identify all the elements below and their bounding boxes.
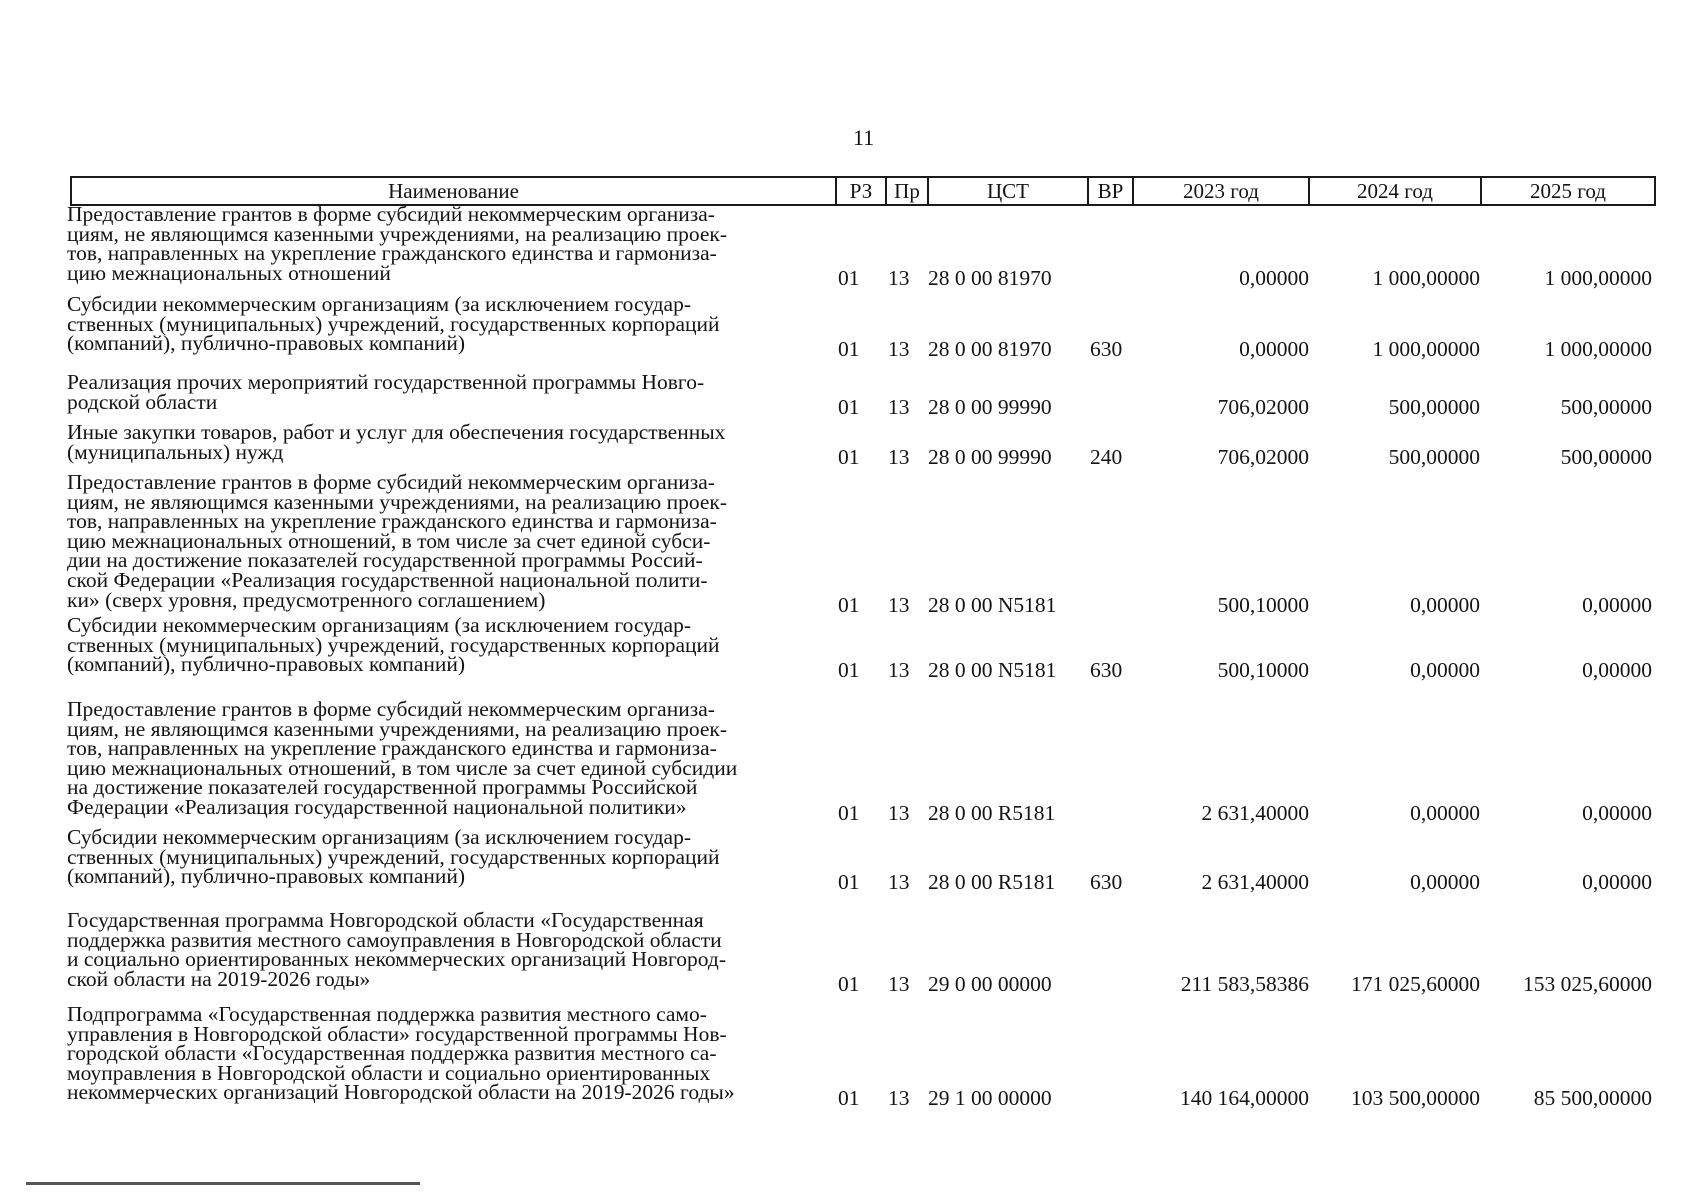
row-name: Реализация прочих мероприятий государственной программы Новго- родской области [67, 370, 705, 414]
header-2024: 2024 год [1310, 178, 1482, 204]
row-2025: 0,00000 [1582, 657, 1652, 682]
row-2023: 2 631,40000 [1201, 800, 1309, 825]
row-2023: 2 631,40000 [1201, 869, 1309, 894]
row-2024: 1 000,00000 [1372, 266, 1480, 291]
row-name: Субсидии некоммерческим организациям (за исключением государ- ственных (муниципальных) учреждений, государственных корпораций (компаний), публично-правовых компаний) [67, 613, 720, 677]
table-row [0, 202, 1695, 291]
row-pr: 13 [888, 657, 910, 682]
row-cst: 28 0 00 N5181 [928, 657, 1057, 682]
row-2025: 500,00000 [1560, 395, 1652, 420]
row-2024: 0,00000 [1410, 800, 1480, 825]
table-row [0, 1002, 1695, 1110]
row-2024: 500,00000 [1388, 395, 1480, 420]
row-cst: 28 0 00 99990 [928, 395, 1052, 420]
row-cst: 29 1 00 00000 [928, 1086, 1052, 1110]
row-vr: 630 [1090, 869, 1123, 894]
row-cst: 28 0 00 R5181 [928, 869, 1056, 894]
row-cst: 28 0 00 81970 [928, 336, 1052, 361]
row-rz: 01 [838, 266, 860, 291]
header-2025: 2025 год [1530, 179, 1606, 203]
table-row [0, 470, 1695, 618]
row-2024: 0,00000 [1410, 593, 1480, 618]
row-2025: 85 500,00000 [1533, 1086, 1652, 1110]
header-name: Наименование [72, 178, 837, 204]
row-name: Предоставление грантов в форме субсидий некоммерческим организа- циям, не являющимся казенными учреждениями, на реализацию проек- тов, направленных на укрепление гражданского единства и гармониза- цию межнациональных отношений, в том числе за счет единой субси- дии на достижение показателей государственной программы Россий- ской Федерации «Реализация государственной национальной полити- ки» (сверх уровня, предусмотренного соглашением) [67, 470, 728, 612]
row-2025: 500,00000 [1560, 445, 1652, 470]
row-cst: 28 0 00 N5181 [928, 593, 1057, 618]
row-2023: 500,10000 [1217, 657, 1309, 682]
row-vr: 630 [1090, 336, 1123, 361]
row-2024: 0,00000 [1410, 657, 1480, 682]
row-cst: 28 0 00 99990 [928, 445, 1052, 470]
row-2025: 153 025,60000 [1523, 972, 1652, 997]
row-name: Предоставление грантов в форме субсидий некоммерческим организа- циям, не являющимся казенными учреждениями, на реализацию проек- тов, направленных на укрепление гражданского единства и гармониза- цию межнациональных отношений [67, 202, 728, 285]
row-2023: 211 583,58386 [1180, 972, 1309, 997]
table-row [0, 613, 1695, 682]
row-pr: 13 [888, 972, 910, 997]
row-pr: 13 [888, 336, 910, 361]
row-name: Субсидии некоммерческим организациям (за исключением государ- ственных (муниципальных) учреждений, государственных корпораций (компаний), публично-правовых компаний) [67, 292, 720, 356]
row-vr: 240 [1090, 445, 1123, 470]
table-row [0, 908, 1695, 997]
row-pr: 13 [888, 445, 910, 470]
row-rz: 01 [838, 395, 860, 420]
row-2025: 0,00000 [1582, 593, 1652, 618]
row-2024: 500,00000 [1388, 445, 1480, 470]
row-2025: 0,00000 [1582, 800, 1652, 825]
table-row [0, 420, 1695, 470]
row-name: Подпрограмма «Государственная поддержка развития местного само- управления в Новгородской области» государственной программы Нов- городской области «Государственная поддержка развития местного са- моуправления в Новгородской области и социально ориентированных некоммерческих организаций Новгородской области на 2019-2026 годы» [67, 1002, 735, 1105]
row-cst: 28 0 00 R5181 [928, 800, 1056, 825]
table-row [0, 825, 1695, 894]
row-name: Субсидии некоммерческим организациям (за исключением государ- ственных (муниципальных) учреждений, государственных корпораций (компаний), публично-правовых компаний) [67, 825, 720, 889]
table-row [0, 697, 1695, 825]
row-2023: 140 164,00000 [1180, 1086, 1309, 1110]
row-pr: 13 [888, 593, 910, 618]
row-name: Иные закупки товаров, работ и услуг для обеспечения государственных (муниципальных) нужд [67, 420, 726, 464]
row-pr: 13 [888, 1086, 910, 1110]
row-rz: 01 [838, 869, 860, 894]
table-row [0, 292, 1695, 361]
row-2025: 1 000,00000 [1544, 266, 1652, 291]
row-2025: 1 000,00000 [1544, 336, 1652, 361]
row-name: Государственная программа Новгородской области «Государственная поддержка развития местного самоуправления в Новгородской области и социально ориентированных некоммерческих организаций Новгород- ской области на 2019-2026 годы» [67, 908, 726, 991]
header-cst: ЦСТ [929, 178, 1089, 204]
row-2023: 0,00000 [1239, 336, 1309, 361]
row-rz: 01 [838, 800, 860, 825]
row-2023: 0,00000 [1239, 266, 1309, 291]
header-vr: ВР [1089, 178, 1134, 204]
row-2023: 500,10000 [1217, 593, 1309, 618]
row-pr: 13 [888, 395, 910, 420]
header-2023: 2023 год [1134, 178, 1310, 204]
row-2024: 1 000,00000 [1372, 336, 1480, 361]
row-name: Предоставление грантов в форме субсидий некоммерческим организа- циям, не являющимся казенными учреждениями, на реализацию проек- тов, направленных на укрепление гражданского единства и гармониза- цию межнациональных отношений, в том числе за счет единой субсидии на достижение показателей государственной программы Российской Федерации «Реализация государственной национальной политики» [67, 697, 738, 819]
row-vr: 630 [1090, 657, 1123, 682]
row-2023: 706,02000 [1217, 445, 1309, 470]
row-rz: 01 [838, 657, 860, 682]
row-cst: 29 0 00 00000 [928, 972, 1052, 997]
row-2025: 0,00000 [1582, 869, 1652, 894]
row-2024: 103 500,00000 [1351, 1086, 1480, 1110]
row-pr: 13 [888, 869, 910, 894]
row-pr: 13 [888, 266, 910, 291]
row-rz: 01 [838, 1086, 860, 1110]
row-rz: 01 [838, 336, 860, 361]
row-cst: 28 0 00 81970 [928, 266, 1052, 291]
footer-rule [26, 1182, 420, 1185]
row-rz: 01 [838, 972, 860, 997]
table-row [0, 370, 1695, 420]
page-number: 11 [853, 125, 875, 150]
row-2023: 706,02000 [1217, 395, 1309, 420]
row-rz: 01 [838, 445, 860, 470]
row-2024: 171 025,60000 [1351, 972, 1480, 997]
header-pr: Пр [887, 178, 929, 204]
header-rz: РЗ [837, 178, 887, 204]
row-2024: 0,00000 [1410, 869, 1480, 894]
row-pr: 13 [888, 800, 910, 825]
row-rz: 01 [838, 593, 860, 618]
